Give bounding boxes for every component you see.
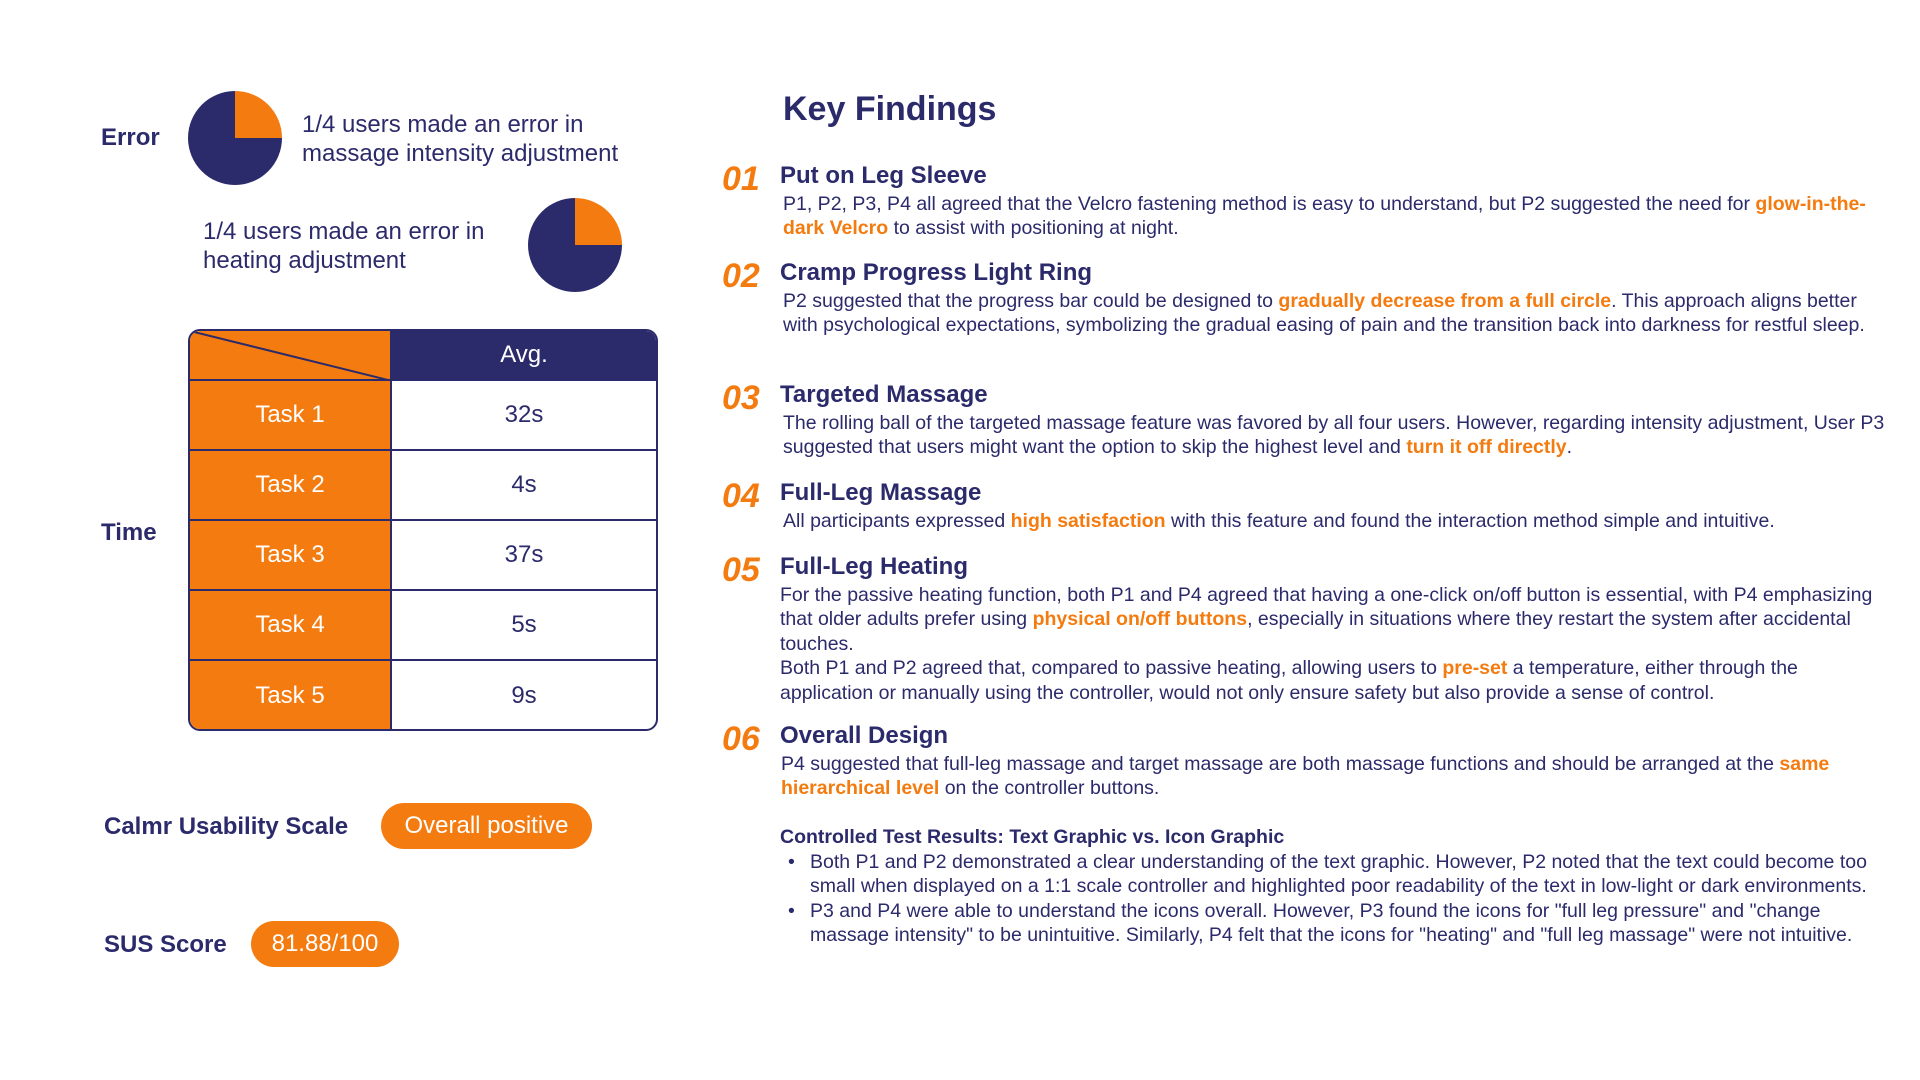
error-text-1-line1: 1/4 users made an error in [302,111,584,138]
error-text-1-line2: massage intensity adjustment [302,140,619,167]
body-text: P4 suggested that full-leg massage and target massage are both massage functions and should be arranged at the [781,753,1780,775]
finding-number: 02 [722,257,760,295]
body-text: The rolling ball of the targeted massage feature was favored by all four users. However, regarding intensity adjustment, User P3 suggested that users might want the option to skip the highest level and [783,412,1885,459]
controlled-test-list [788,850,1878,948]
finding-body [783,509,1893,533]
finding-number: 04 [722,477,760,515]
body-text: with this feature and found the interaction method simple and intuitive. [1165,510,1775,532]
finding-body [781,752,1891,801]
table-row [190,451,656,521]
finding-body [783,411,1893,460]
body-text: to assist with positioning at night. [888,217,1179,240]
table-row [190,381,656,451]
calmr-label: Calmr Usability Scale [104,813,349,840]
highlight-text: pre-set [1442,657,1508,680]
error-pie-chart-2 [528,198,622,292]
finding-title: Targeted Massage [780,381,988,408]
body-text: on the controller buttons. [939,777,1160,800]
body-text: . [1566,436,1573,459]
finding-number: 03 [722,379,760,417]
table-task-cell: Task 2 [190,451,392,519]
table-task-cell: Task 1 [190,381,392,449]
finding-title: Full-Leg Massage [780,479,982,506]
sus-label: SUS Score [104,931,227,958]
highlight-text: glow-in-the-dark Velcro [783,193,1866,240]
task-time-table [188,329,658,731]
body-text: For the passive heating function, both P1 and P4 agreed that having a one-click on/off button is essential, with P4 emphasizing that older adults prefer using [780,584,1873,631]
sus-score-badge: 81.88/100 [251,921,399,967]
finding-title: Cramp Progress Light Ring [780,259,1093,286]
body-text: All participants expressed [783,510,1011,532]
finding-title: Overall Design [780,722,949,749]
error-text-2-line1: 1/4 users made an error in [203,218,485,245]
highlight-text: turn it off directly [1406,436,1567,459]
finding-title: Full-Leg Heating [780,553,968,580]
table-avg-cell: 5s [511,611,537,638]
body-text: Both P1 and P2 agreed that, compared to passive heating, allowing users to [780,657,1443,680]
finding-number: 05 [722,551,760,589]
table-corner-cell [190,331,392,379]
table-avg-cell: 37s [504,541,544,568]
table-avg-cell: 32s [504,401,544,428]
body-text: a temperature, either through the application or manually using the controller, would not only ensure safety but also provide a sense of control. [780,657,1798,704]
finding-number: 06 [722,720,760,758]
table-header-row [190,331,656,381]
highlight-text: high satisfaction [1010,510,1166,532]
table-avg-cell: 4s [511,471,537,498]
highlight-text: physical on/off buttons [1032,608,1248,631]
diagonal-divider [190,331,392,381]
list-item: • Both P1 and P2 demonstrated a clear understanding of the text graphic. However, P2 noted that the text could become too small when displayed on a 1:1 scale controller and highlighted poor readability of the text in low-light or dark environments. [788,850,1878,899]
controlled-test-title: Controlled Test Results: Text Graphic vs. Icon Graphic [780,826,1285,848]
body-text: P2 suggested that the progress bar could be designed to [783,290,1279,312]
table-avg-cell: 9s [511,682,537,709]
error-label: Error [101,124,160,151]
table-task-cell: Task 5 [190,661,392,731]
body-text: . This approach aligns better with psychological expectations, symbolizing the gradual easing of pain and the transition back into darkness for restful sleep. [783,290,1865,337]
key-findings-title: Key Findings [783,90,997,128]
finding-body [780,583,1890,705]
table-header-avg: Avg. [392,331,656,379]
body-text: , especially in situations where they restart the system after accidental touches. [780,608,1851,655]
list-item: • P3 and P4 were able to understand the icons overall. However, P3 found the icons for "full leg pressure" and "change massage intensity" to be unintuitive. Similarly, P4 felt that the icons for "heating" and "full leg massage" were not intuitive. [788,899,1878,948]
finding-number: 01 [722,160,760,198]
highlight-text: same hierarchical level [781,753,1830,800]
finding-body [783,289,1893,338]
body-text: P1, P2, P3, P4 all agreed that the Velcro fastening method is easy to understand, but P2 suggested the need for [783,193,1756,215]
table-row [190,521,656,591]
error-text-2 [203,217,484,275]
finding-title: Put on Leg Sleeve [780,162,987,189]
error-pie-chart-1 [188,91,282,185]
table-row [190,591,656,661]
table-row [190,661,656,731]
error-text-2-line2: heating adjustment [203,247,406,274]
finding-body [783,192,1893,241]
highlight-text: gradually decrease from a full circle [1278,290,1612,312]
table-task-cell: Task 3 [190,521,392,589]
calmr-result-badge: Overall positive [381,803,592,849]
table-task-cell: Task 4 [190,591,392,659]
time-label: Time [101,519,157,546]
error-text-1 [302,110,618,168]
